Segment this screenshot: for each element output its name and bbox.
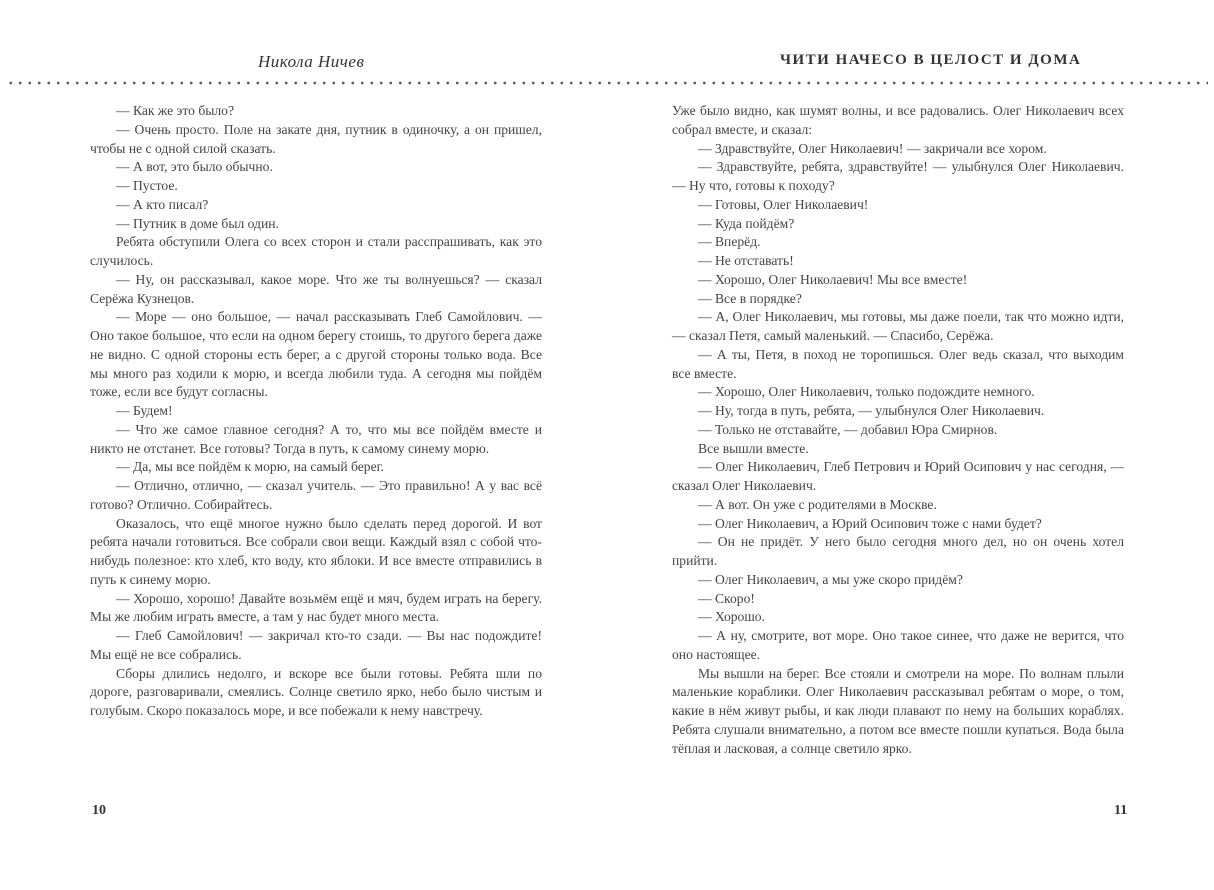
paragraph: — Хорошо, Олег Николаевич, только подождите немного. xyxy=(698,384,1035,400)
paragraph: — А вот, это было обычно. xyxy=(116,159,273,175)
paragraph: — Глеб Самойлович! — закричал кто-то сзади. — Вы нас подождите! Мы ещё не все собрались. xyxy=(90,628,542,662)
paragraph: — А кто писал? xyxy=(116,196,209,212)
paragraph: — Скоро! xyxy=(698,590,755,606)
paragraph: — Все в порядке? xyxy=(698,290,802,306)
paragraph: — А, Олег Николаевич, мы готовы, мы даже поели, так что можно идти, — сказал Петя, самый маленький. — Спасибо, Серёжа. xyxy=(672,309,1124,343)
paragraph: — Олег Николаевич, а мы уже скоро придём? xyxy=(698,571,963,587)
dotted-header-rule xyxy=(6,80,1208,86)
paragraph: — Готовы, Олег Николаевич! xyxy=(698,196,869,212)
right-page-number: 11 xyxy=(1114,803,1128,818)
right-page-text xyxy=(672,102,1124,758)
left-page-text xyxy=(90,102,542,721)
paragraph: — Да, мы все пойдём к морю, на самый берег. xyxy=(116,459,385,475)
paragraph: — Здравствуйте, Олег Николаевич! — закричали все хором. xyxy=(698,140,1047,156)
paragraph: — Куда пойдём? xyxy=(698,215,795,231)
paragraph: Мы вышли на берег. Все стояли и смотрели на море. По волнам плыли маленькие кораблики. Олег Николаевич рассказывал ребятам о море, о том, какие в нём живут рыбы, и как люди плавают по нему на больших кораблях. Ребята слушали внимательно, а потом все вместе пошли купаться. Вода была тёплая и ласковая, а солнце светило ярко. xyxy=(672,665,1124,756)
paragraph: — Олег Николаевич, а Юрий Осипович тоже с нами будет? xyxy=(698,515,1042,531)
paragraph: — А ты, Петя, в поход не торопишься. Олег ведь сказал, что выходим все вместе. xyxy=(672,346,1124,381)
paragraph: — Путник в доме был один. xyxy=(116,215,279,231)
paragraph: — Будем! xyxy=(116,403,173,418)
left-page-number: 10 xyxy=(92,803,106,818)
paragraph: — Что же самое главное сегодня? А то, что мы все пойдём вместе и никто не отстанет. Все готовы? Тогда в путь, к самому синему морю. xyxy=(90,421,542,456)
paragraph: — Отлично, отлично, — сказал учитель. — Это правильно! А у вас всё готово? Отлично. Собирайтесь. xyxy=(90,478,542,512)
paragraph: — Хорошо, хорошо! Давайте возьмём ещё и мяч, будем играть на берегу. Мы же любим играть вместе, а там у нас будет много места. xyxy=(90,590,542,625)
paragraph: — Пустое. xyxy=(116,178,178,193)
paragraph: Ребята обступили Олега со всех сторон и стали расспрашивать, как это случилось. xyxy=(90,234,542,268)
paragraph: — Он не придёт. У него было сегодня много дел, но он очень хотел прийти. xyxy=(672,534,1124,568)
paragraph: — Олег Николаевич, Глеб Петрович и Юрий Осипович у нас сегодня, — сказал Олег Николаевич. xyxy=(672,459,1124,493)
right-running-head: ЧИТИ НАЧЕСО В ЦЕЛОСТ И ДОМА xyxy=(780,52,1082,68)
paragraph: — Очень просто. Поле на закате дня, путник в одиночку, а он пришел, чтобы не с одной силой сказать. xyxy=(90,121,542,156)
left-running-head: Никола Ничев xyxy=(258,52,365,71)
paragraph: — Хорошо. xyxy=(698,609,766,625)
paragraph: — Море — оно большое, — начал рассказывать Глеб Самойлович. — Оно такое большое, что если на одном берегу стоишь, то другого берега даже не видно. С одной стороны есть берег, а с другой стороны только вода. Все мы много раз ходили к морю, и всегда любили туда. А сегодня мы пойдём тоже, если все будут согласны. xyxy=(90,309,542,400)
paragraph: — Вперёд. xyxy=(698,234,761,250)
paragraph: Оказалось, что ещё многое нужно было сделать перед дорогой. И вот ребята начали готовиться. Все собрали свои вещи. Каждый взял с собой что-нибудь полезное: кто хлеб, кто воду, кто яблоки. И все вместе отправились в путь к синему морю. xyxy=(90,515,542,587)
paragraph: Уже было видно, как шумят волны, и все радовались. Олег Николаевич всех собрал вместе, и сказал: xyxy=(672,103,1124,137)
paragraph: — Здравствуйте, ребята, здравствуйте! — улыбнулся Олег Николаевич. — Ну что, готовы к походу? xyxy=(672,159,1124,193)
paragraph: — А вот. Он уже с родителями в Москве. xyxy=(698,496,937,512)
paragraph: — Хорошо, Олег Николаевич! Мы все вместе! xyxy=(698,271,968,287)
paragraph: — Ну, он рассказывал, какое море. Что же ты волнуешься? — сказал Серёжа Кузнецов. xyxy=(90,271,542,306)
paragraph: — Как же это было? xyxy=(116,103,235,118)
paragraph: — А ну, смотрите, вот море. Оно такое синее, что даже не верится, что оно настоящее. xyxy=(672,628,1124,662)
paragraph: Сборы длились недолго, и вскоре все были готовы. Ребята шли по дороге, разговаривали, смеялись. Солнце светило ярко, небо было чистым и голубым. Скоро показалось море, и все побежали к нему навстречу. xyxy=(90,665,542,718)
paragraph: — Не отставать! xyxy=(698,253,794,268)
paragraph: Все вышли вместе. xyxy=(698,440,809,456)
paragraph: — Только не отставайте, — добавил Юра Смирнов. xyxy=(698,421,998,437)
paragraph: — Ну, тогда в путь, ребята, — улыбнулся Олег Николаевич. xyxy=(698,403,1045,418)
